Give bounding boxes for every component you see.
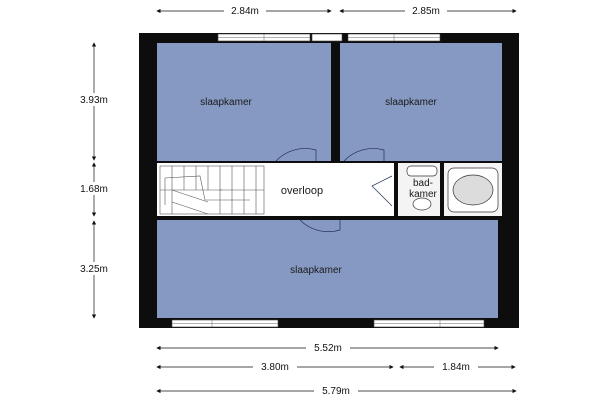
dim-bottom-3-text: 5.79m <box>322 386 350 397</box>
label-landing: overloop <box>280 185 324 197</box>
dimension-bottom-3 <box>157 384 516 397</box>
stairs-area <box>157 163 267 216</box>
window-top-left <box>218 34 310 41</box>
dimension-left-bottom <box>72 221 116 318</box>
dim-bottom-2-right-text: 1.84m <box>442 362 470 373</box>
label-bedroom-top-right: slaapkamer <box>385 97 437 108</box>
label-bathroom-1: bad- <box>412 178 434 189</box>
dimension-left-top <box>72 43 116 160</box>
label-bedroom-bottom: slaapkamer <box>290 265 342 276</box>
dimension-bottom-2-right <box>400 360 515 373</box>
dimension-left-middle <box>72 163 116 216</box>
dim-left-middle-text: 1.68m <box>80 184 108 195</box>
dimension-bottom-1 <box>157 341 498 354</box>
dimension-bottom-2-left <box>157 360 393 373</box>
dim-left-bottom-text: 3.25m <box>80 264 108 275</box>
window-bottom-left <box>172 320 278 327</box>
dim-left-top-text: 3.93m <box>80 95 108 106</box>
window-bottom-right <box>374 320 484 327</box>
dim-top-left-text: 2.84m <box>231 6 259 17</box>
dim-bottom-1-text: 5.52m <box>314 343 342 354</box>
window-top-mid <box>312 34 342 41</box>
bathroom-divider <box>440 163 444 216</box>
dim-top-right-text: 2.85m <box>412 6 440 17</box>
dimension-top-right <box>340 4 516 17</box>
dim-bottom-2-left-text: 3.80m <box>261 362 289 373</box>
dimension-top-left <box>157 4 331 17</box>
window-top-right <box>348 34 440 41</box>
label-bathroom-2: kamer <box>409 189 437 200</box>
label-bedroom-top-left: slaapkamer <box>200 97 252 108</box>
